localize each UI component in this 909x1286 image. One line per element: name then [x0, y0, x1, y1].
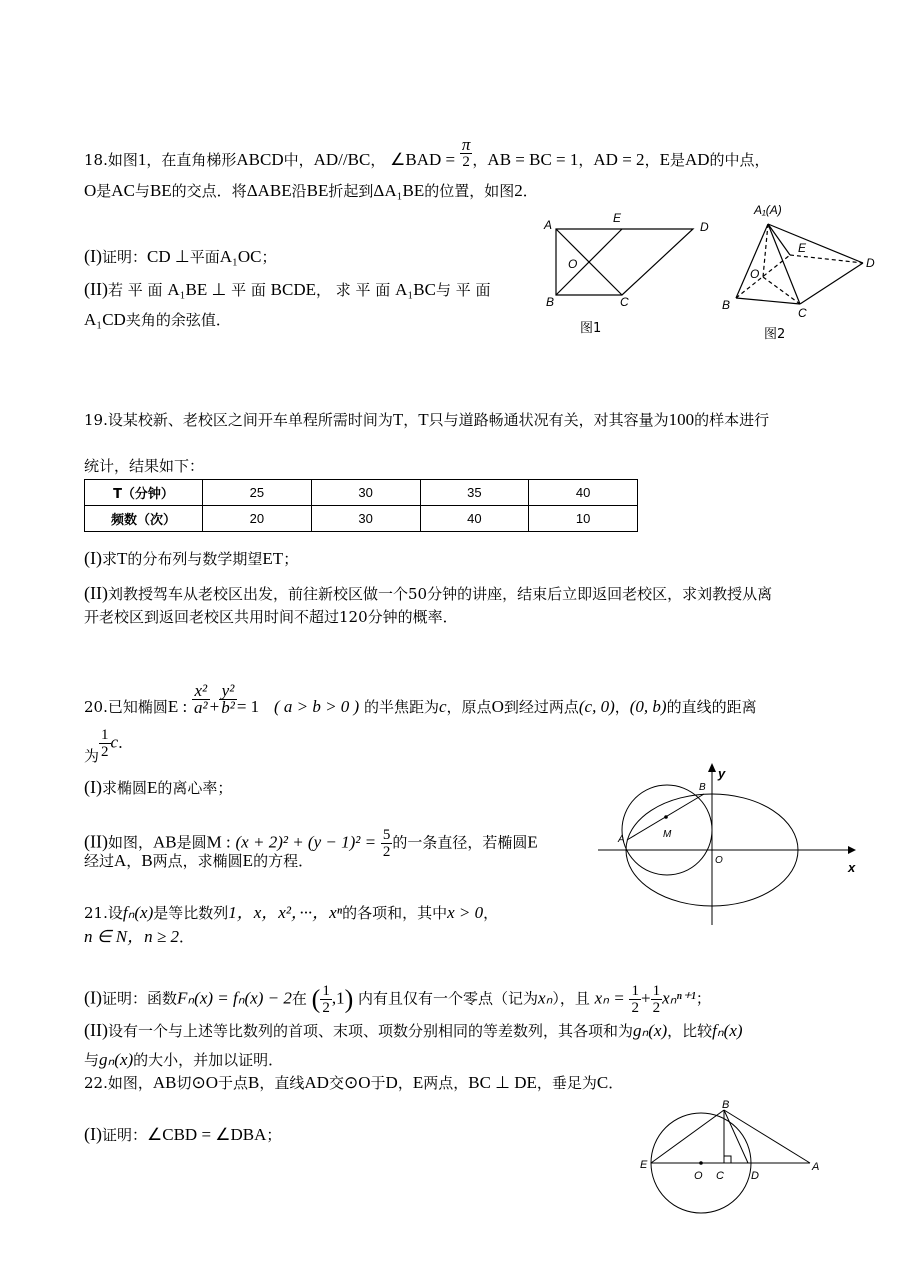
label-d: D	[700, 220, 709, 234]
label-c: C	[798, 306, 807, 320]
q21-line1: 21.设fₙ(x)是等比数列1，x，x²，···，xⁿ的各项和，其中x > 0，	[84, 903, 499, 922]
label-m: M	[663, 829, 672, 840]
q19-frequency-table	[84, 479, 638, 532]
table-cell: 25	[203, 480, 312, 506]
q20-line2: 为 $\frac{1}{2}$ c．	[84, 727, 134, 765]
one-half: $\frac{1}{2}$	[101, 727, 109, 760]
table-cell: 40	[420, 506, 529, 532]
figure-2-caption: 图2	[764, 327, 786, 342]
edge-bc	[736, 298, 800, 304]
label-x: x	[848, 860, 856, 875]
label-d: D	[751, 1170, 759, 1182]
label-a: A	[812, 1161, 820, 1173]
table-cell: 10	[529, 506, 638, 532]
q20-part1: (I)求椭圆E的离心率；	[84, 777, 233, 797]
half-2: $\frac{1}{2}$	[652, 983, 661, 1016]
q20-part2-line1: (II)如图，AB是圆M : (x + 2)² + (y − 1)² = $\frac{5}{2}$ 的一条直径，若椭圆E	[84, 827, 538, 860]
label-e: E	[613, 211, 622, 225]
paren-left: (	[311, 984, 321, 1014]
label-o: O	[568, 257, 578, 271]
label-b: B	[546, 295, 555, 309]
table-cell: 20	[203, 506, 312, 532]
label-e: E	[640, 1159, 648, 1171]
edge-a1o	[763, 224, 768, 277]
pi-over-2: $\frac{\pi}{2}$	[461, 134, 471, 170]
figure-1-caption: 图1	[580, 321, 602, 336]
five-halves: $\frac{5}{2}$	[382, 827, 391, 860]
x-axis-arrow	[848, 846, 856, 854]
label-a: A	[618, 834, 625, 845]
q21-part1: (I)证明：函数Fₙ(x) = fₙ(x) − 2在 ( $\frac{1}{2}$ ,1) 内有且仅有一个零点（记为xₙ），且 xₙ = $\frac{1}{2}$ + $\frac{1}{2}$ xₙⁿ⁺¹；	[84, 983, 711, 1016]
label-o: O	[715, 855, 723, 866]
label-b: B	[722, 298, 731, 312]
center-o	[699, 1161, 703, 1165]
label-y: y	[718, 766, 726, 781]
q21-line2: n ∈ N，n ≥ 2．	[84, 927, 194, 946]
y2-over-b2: $\frac{\text{y²}}{\text{b²}}$	[221, 680, 235, 717]
label-d: D	[866, 256, 875, 270]
tangent-ab	[724, 1110, 810, 1163]
table-cell: 35	[420, 480, 529, 506]
q18-part2-line2: A₁CD夹角的余弦值．	[84, 310, 231, 329]
table-cell: 30	[311, 506, 420, 532]
right-angle-mark	[724, 1156, 731, 1163]
table-header-frequency: 频数（次）	[85, 506, 203, 532]
table-row	[85, 506, 638, 532]
table-cell: 40	[529, 480, 638, 506]
edge-cd	[800, 263, 863, 304]
q18-line2: O是AC与BE的交点．将ΔABE沿BE折起到ΔA₁BE的位置，如图2．	[84, 181, 538, 200]
label-b: B	[699, 782, 706, 793]
y-axis-arrow	[708, 763, 716, 772]
label-a: A	[544, 218, 553, 232]
q18-figure-2	[718, 198, 883, 343]
half-1: $\frac{1}{2}$	[631, 983, 639, 1016]
angle-bad: ∠BAD =	[390, 150, 456, 169]
q19-line1: 19.设某校新、老校区之间开车单程所需时间为T，T只与道路畅通状况有关，对其容量为100的样本进行	[84, 410, 770, 429]
half: $\frac{1}{2}$	[322, 983, 330, 1016]
label-c: C	[620, 295, 629, 309]
label-o: O	[750, 267, 760, 281]
paren-right: )	[344, 984, 354, 1014]
q22-line1: 22.如图，AB切⊙O于点B，直线AD交⊙O于D，E两点，BC ⊥ DE，垂足为C．	[84, 1073, 624, 1092]
q21-part2-line2: 与gₙ(x)的大小，并加以证明．	[84, 1050, 284, 1069]
table-cell: 30	[311, 480, 420, 506]
table-row	[85, 480, 638, 506]
table-header-time: T（分钟）	[85, 480, 203, 506]
q20-line1: 20.已知椭圆E : $\frac{\text{x²}}{\text{a²}}$ + $\frac{\text{y²}}{\text{b²}}$ = 1 ( a > b > 0 ) 的半焦距为c，原点O到经过两点(c, 0)，(0, b)的直线的距离	[84, 680, 757, 717]
x2-over-a2: $\frac{\text{x²}}{\text{a²}}$	[194, 680, 208, 717]
q19-part1: (I)求T的分布列与数学期望ET；	[84, 548, 299, 568]
label-o: O	[694, 1170, 703, 1182]
q19-part2-line1: (II)刘教授驾车从老校区出发，前往新校区做一个50分钟的讲座，结束后立即返回老校区，求刘教授从离	[84, 583, 773, 603]
q18-part1: (I)证明：CD ⊥平面A₁OC；	[84, 246, 277, 266]
q18-part2-line1: (II)若 平 面 A₁BE ⊥ 平 面 BCDE， 求 平 面 A₁BC与 平 面	[84, 279, 491, 299]
q22-part1: (I)证明：∠CBD = ∠DBA；	[84, 1124, 282, 1144]
q19-part2-line2: 开老校区到返回老校区共用时间不超过120分钟的概率．	[84, 608, 458, 626]
q20-part2-line2: 经过A，B两点，求椭圆E的方程．	[84, 851, 314, 870]
q18-line1: 18.如图1，在直角梯形ABCD中，AD//BC， ∠BAD = $\frac{\pi}{2}$ ，AB = BC = 1，AD = 2，E是AD的中点，	[84, 134, 770, 170]
q19-line2: 统计，结果如下：	[84, 457, 205, 475]
edge-a1b	[736, 224, 768, 298]
center-m	[664, 815, 668, 819]
chord-be	[651, 1110, 724, 1163]
q20-figure	[598, 760, 868, 930]
q22-figure	[636, 1100, 836, 1220]
label-c: C	[716, 1170, 724, 1182]
q18-figure-1	[538, 207, 718, 342]
label-e: E	[798, 241, 807, 255]
label-a1: A₁(A)	[754, 203, 782, 217]
q21-part2-line1: (II)设有一个与上述等比数列的首项、末项、项数分别相同的等差数列，其各项和为gₙ(x)，比较fₙ(x)	[84, 1020, 743, 1040]
edge-a1c	[768, 224, 800, 304]
label-b: B	[722, 1100, 730, 1111]
